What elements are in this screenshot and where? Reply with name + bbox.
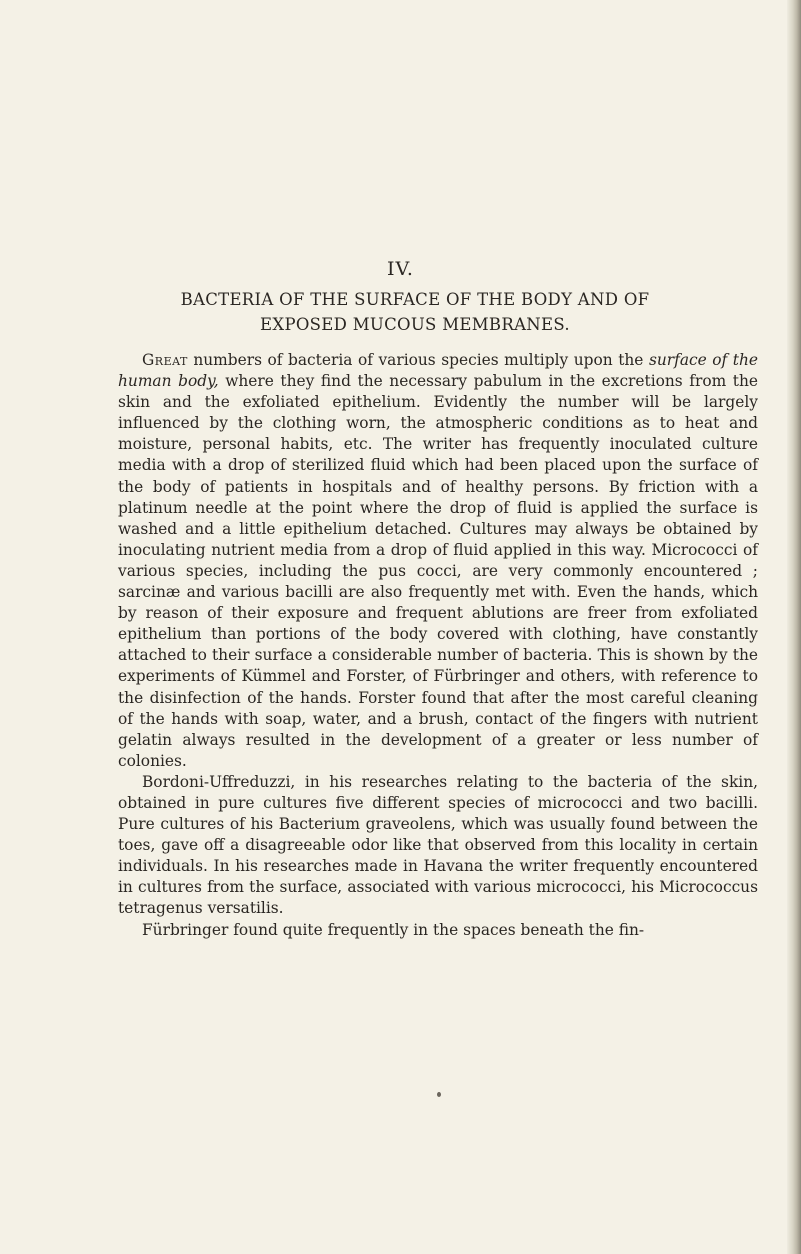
paragraph-1 <box>118 350 758 772</box>
paragraph-2: Bordoni-Uffreduzzi, in his researches relating to the bacteria of the skin, obtained in pure cultures five different species of micrococci and two bacilli. Pure cultures of his Bacterium graveolens, which was usually found between the toes, gave off a disagreeable odor like that observed from this locality in certain individuals. In his researches made in Havana the writer frequently encountered in cultures from the surface, associated with various micrococci, his Micrococcus tetragenus versatilis. <box>118 772 758 918</box>
chapter-title-line-1: BACTERIA OF THE SURFACE OF THE BODY AND OF <box>180 290 650 309</box>
paragraph-1-italic: surface of the human body, <box>118 351 758 391</box>
chapter-number: IV. <box>387 258 414 280</box>
page-edge-shadow <box>787 0 801 1254</box>
paragraph-3: Fürbringer found quite frequently in the spaces beneath the fin- <box>142 920 645 939</box>
paragraph-1-text-a: numbers of bacteria of various species multiply upon the <box>187 351 649 369</box>
page-mark-dot <box>437 1092 441 1097</box>
body-text <box>118 350 758 941</box>
chapter-title-line-2: EXPOSED MUCOUS MEMBRANES. <box>260 315 570 334</box>
chapter-title <box>70 287 760 337</box>
paragraph-1-text-b: where they find the necessary pabulum in the excretions from the skin and the exfoliated epithelium. Evidently the number will be largely influenced by the clothing worn, the atmospheric conditions as to heat and moisture, personal habits, etc. The writer has frequently inoculated culture media with a drop of sterilized fluid which had been placed upon the surface of the body of patients in hospitals and of healthy persons. By friction with a platinum needle at the point where the drop of fluid is applied the surface is washed and a little epithelium detached. Cultures may always be obtained by inoculating nutrient media from a drop of fluid applied in this way. Micrococci of various species, including the pus cocci, are very commonly encountered ; sarcinæ and various bacilli are also frequently met with. Even the hands, which by reason of their exposure and frequent ablutions are freer from exfoliated epithelium than portions of the body covered with clothing, have constantly attached to their surface a considerable number of bacteria. This is shown by the experiments of Kümmel and Forster, of Fürbringer and others, with reference to the disinfection of the hands. Forster found that after the most careful cleaning of the hands with soap, water, and a brush, contact of the fingers with nutrient gelatin always resulted in the development of a greater or less number of colonies. <box>118 372 758 770</box>
paragraph-1-opening-word: Great <box>142 351 188 369</box>
